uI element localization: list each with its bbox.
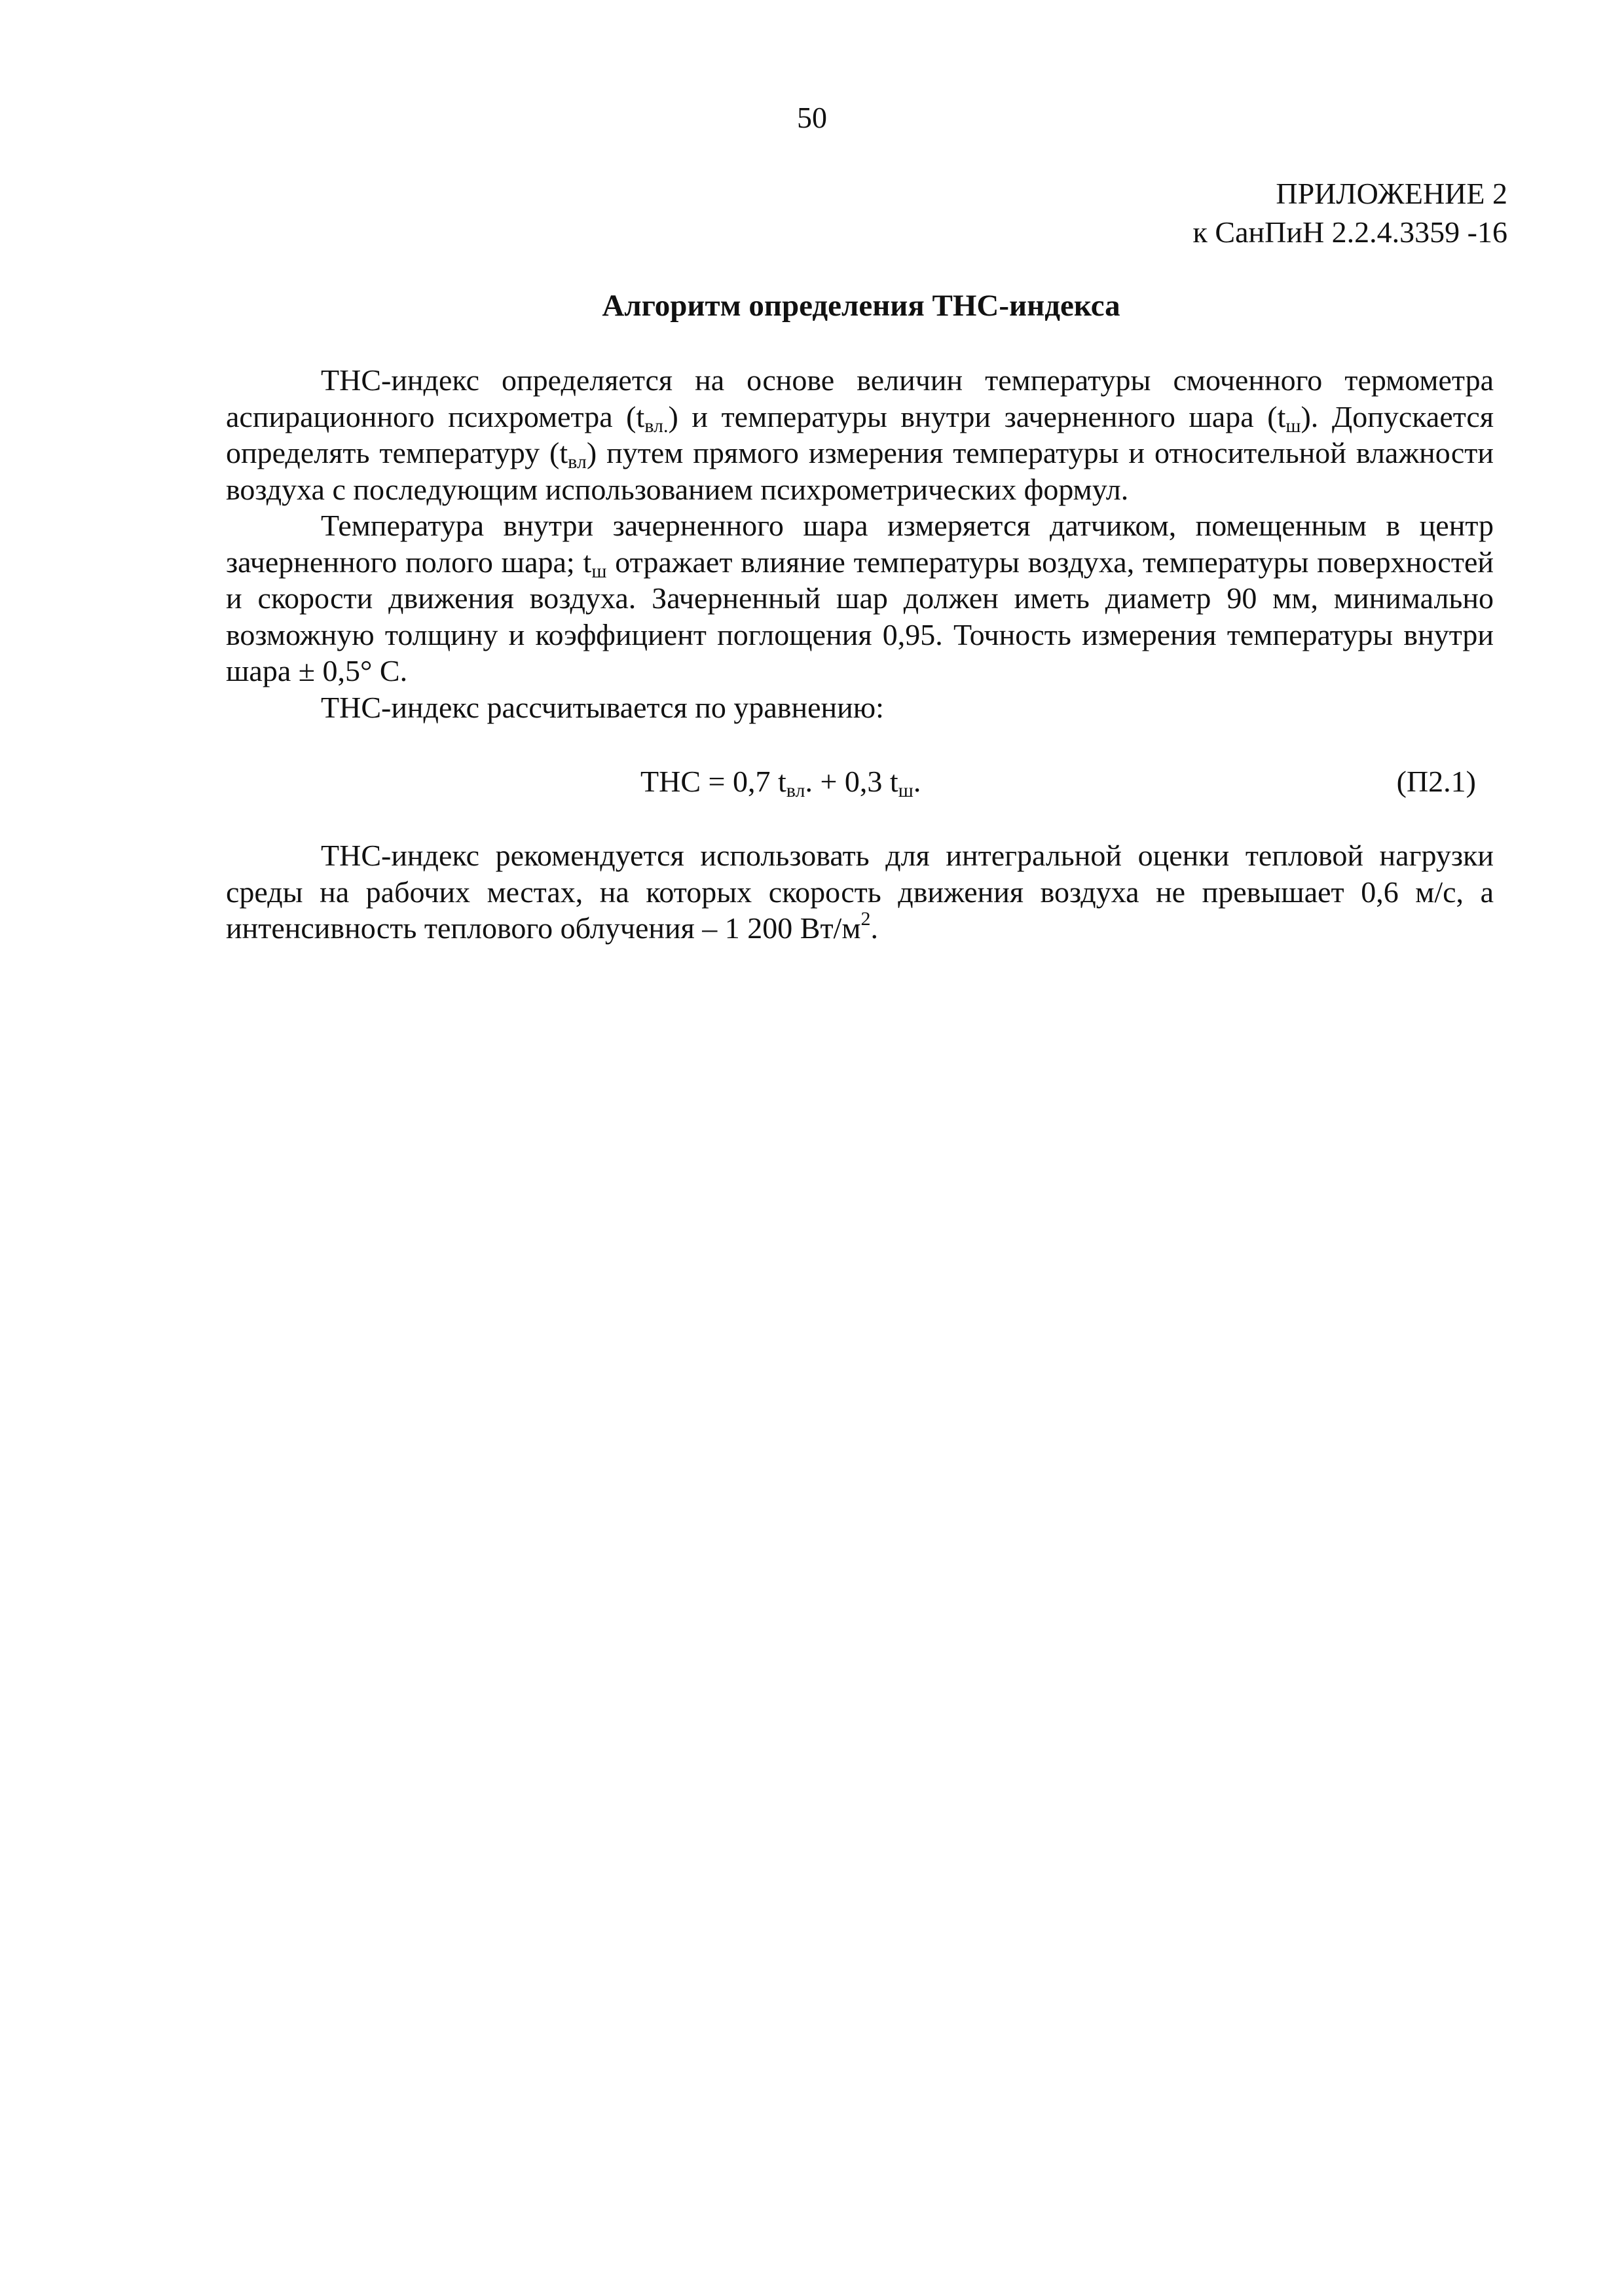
appendix-title: ПРИЛОЖЕНИЕ 2 (1276, 177, 1507, 210)
paragraph-globe-temperature: Температура внутри зачерненного шара измеряется датчиком, помещенным в центр зачерненного полого шара; $t_ш$ отражает влияние температуры воздуха, температуры поверхностей и скорости движения воздуха. Зачерненный шар должен иметь диаметр 90 мм, минимально возможную толщину и коэффициент поглощения 0,95. Точность измерения температуры внутри шара ± 0,5° С. (226, 509, 1494, 687)
formula-row (226, 763, 1494, 800)
document-body (226, 362, 1494, 947)
formula-number: (П2.1) (1396, 765, 1476, 798)
formula-expression: ТНС = 0,7 $t_{вл}$. + 0,3 $t_ш$. (640, 765, 921, 801)
paragraph-definition: ТНС-индекс определяется на основе величин температуры смоченного термометра аспирационного психрометра $(t_{вл.})$ и температуры внутри зачерненного шара $(t_ш)$. Допускается определять температуру $(t_{вл})$ путем прямого измерения температуры и относительной влажности воздуха с последующим использованием психрометрических формул. (226, 363, 1494, 506)
appendix-header (1193, 174, 1507, 251)
appendix-reference: к СанПиН 2.2.4.3359 -16 (1192, 215, 1507, 249)
paragraph-recommendation: ТНС-индекс рекомендуется использовать для интегральной оценки тепловой нагрузки среды на рабочих местах, на которых скорость движения воздуха не превышает 0,6 м/с, а интенсивность теплового облучения – 1 200 $Вт/м^2$. (226, 839, 1494, 945)
page-number: 50 (797, 101, 827, 134)
paragraph-equation-intro: ТНС-индекс рассчитывается по уравнению: (321, 690, 884, 724)
document-title: Алгоритм определения ТНС-индекса (602, 289, 1120, 323)
